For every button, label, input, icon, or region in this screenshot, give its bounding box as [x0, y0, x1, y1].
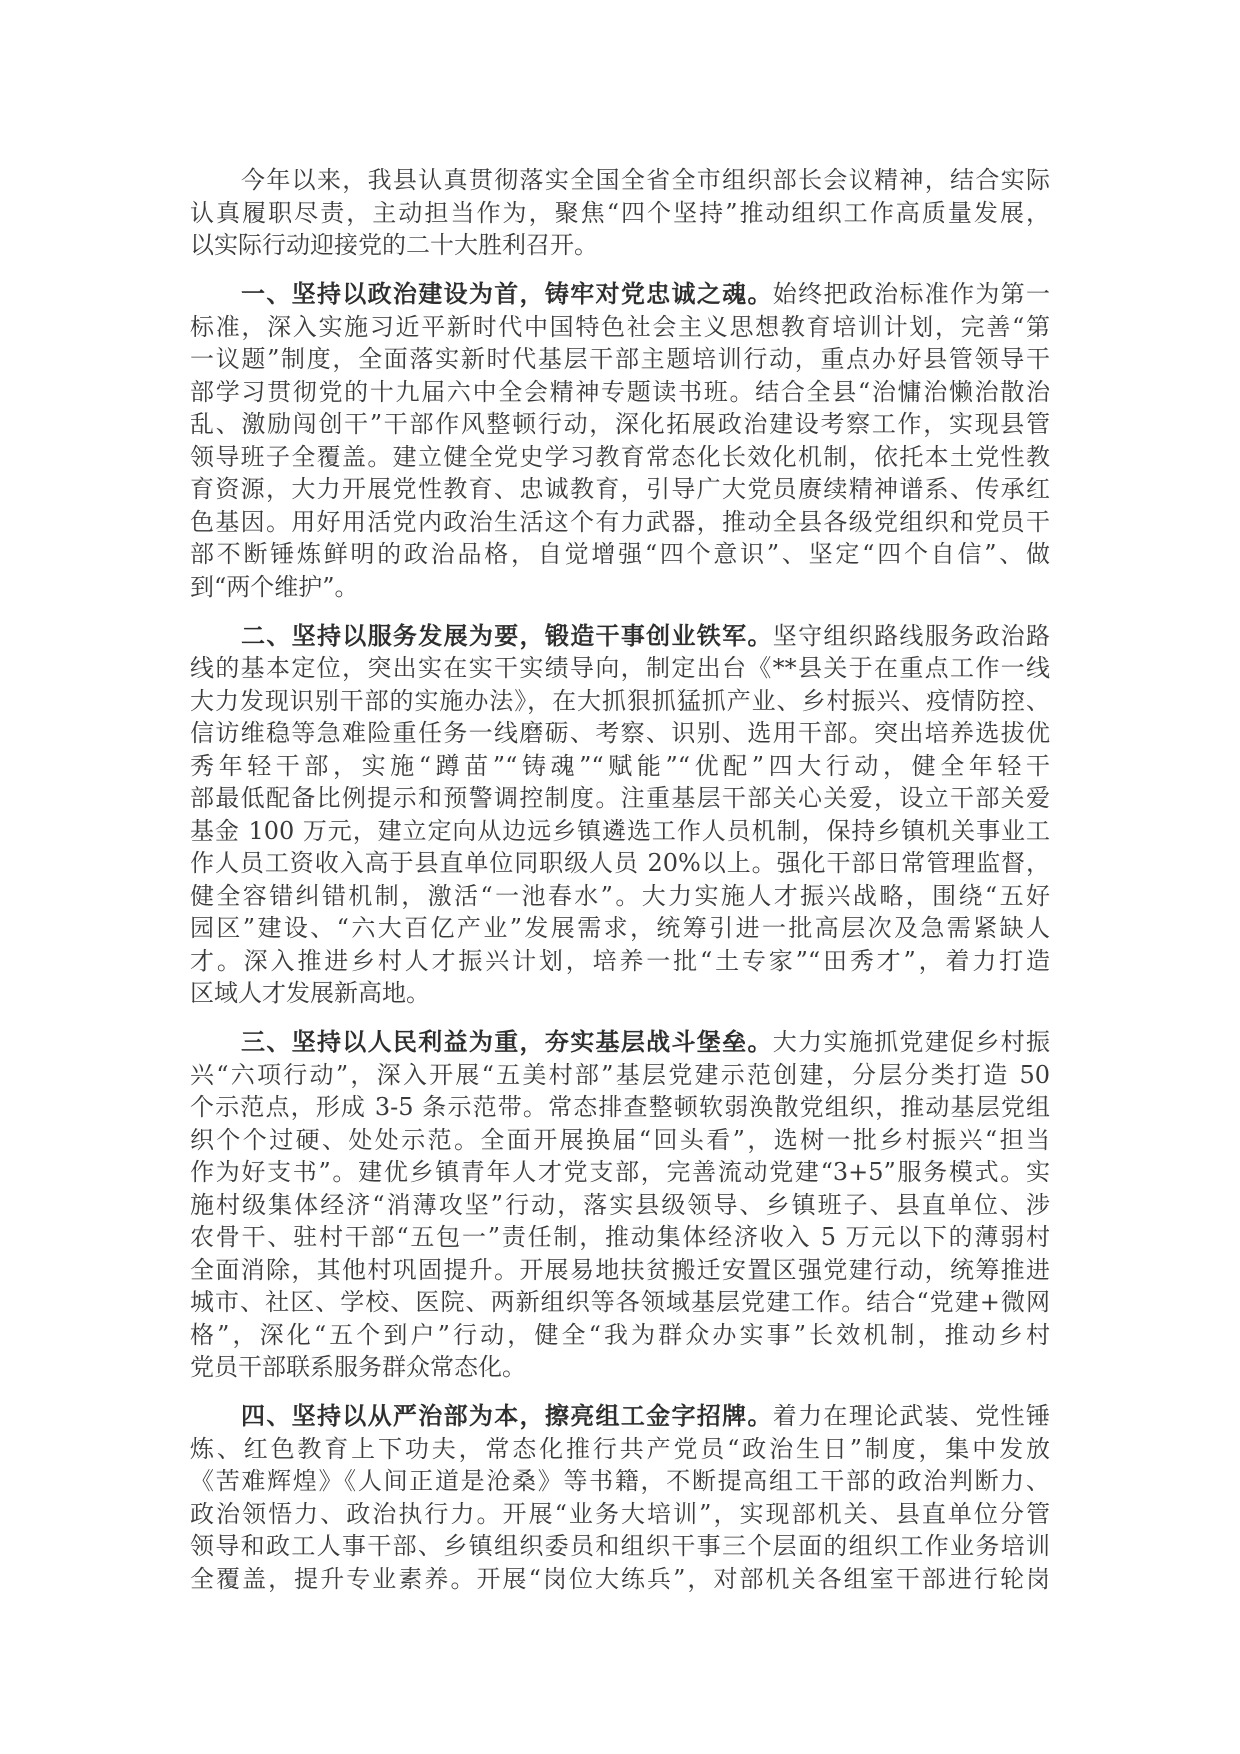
line-text: 信访维稳等急难险重任务一线磨砺、考察、识别、选用干部。突出培养选拔优 [190, 719, 1050, 747]
text-line [190, 1124, 1050, 1157]
line-text: 织个个过硬、处处示范。全面开展换届“回头看”，选树一批乡村振兴“担当 [190, 1125, 1050, 1154]
line-text: 园区”建设、“六大百亿产业”发展需求，统筹引进一批高层次及急需紧缺人 [190, 914, 1050, 942]
line-text: 格”，深化“五个到户”行动，健全“我为群众办实事”长效机制，推动乡村 [190, 1320, 1050, 1349]
line-text: 育资源，大力开展党性教育、忠诚教育，引导广大党员赓续精神谱系、传承红 [190, 475, 1050, 503]
text-line [190, 1433, 1050, 1466]
text-line [190, 571, 1050, 604]
line-text: 基金 100 万元，建立定向从边远乡镇遴选工作人员机制，保持乡镇机关事业工 [190, 816, 1050, 845]
section-paragraph [190, 1400, 1050, 1595]
text-line [190, 782, 1050, 815]
line-text: 一议题”制度，全面落实新时代基层干部主题培训行动，重点办好县管领导干 [190, 345, 1050, 373]
line-text: 农骨干、驻村干部“五包一”责任制，推动集体经济收入 5 万元以下的薄弱村 [190, 1223, 1050, 1251]
section-heading: 四、坚持以从严治部为本，擦亮组工金字招牌。 [241, 1401, 773, 1430]
text-line [190, 880, 1050, 913]
text-line [190, 912, 1050, 945]
text-line [190, 1286, 1050, 1319]
text-line [190, 506, 1050, 539]
line-text: 大力实施抓党建促乡村振 [772, 1028, 1051, 1056]
line-text: 认真履职尽责，主动担当作为，聚焦“四个坚持”推动组织工作高质量发展， [190, 198, 1050, 227]
text-line [190, 1254, 1050, 1287]
text-line [190, 847, 1050, 880]
text-line [190, 1319, 1050, 1352]
text-line [190, 1351, 1050, 1384]
text-line [190, 164, 1050, 197]
text-line [190, 278, 1050, 311]
line-text: 炼、红色教育上下功夫，常态化推行共产党员“政治生日”制度，集中发放 [190, 1434, 1050, 1463]
text-line [190, 1091, 1050, 1124]
text-line [190, 1400, 1050, 1433]
line-text: 《苦难辉煌》《人间正道是沧桑》等书籍，不断提高组工干部的政治判断力、 [190, 1467, 1050, 1495]
line-text: 城市、社区、学校、医院、两新组织等各领域基层党建工作。结合“党建+微网 [190, 1288, 1050, 1316]
line-text: 部不断锤炼鲜明的政治品格，自觉增强“四个意识”、坚定“四个自信”、做 [190, 540, 1050, 568]
text-line [190, 945, 1050, 978]
line-text: 秀年轻干部，实施“蹲苗”“铸魂”“赋能”“优配”四大行动，健全年轻干 [190, 751, 1050, 780]
text-line [190, 620, 1050, 653]
line-text: 区域人才发展新高地。 [190, 979, 430, 1007]
intro-paragraph [190, 164, 1050, 262]
section-heading: 三、坚持以人民利益为重，夯实基层战斗堡垒。 [241, 1027, 773, 1056]
text-line [190, 311, 1050, 344]
text-line [190, 538, 1050, 571]
text-line [190, 473, 1050, 506]
text-line [190, 815, 1050, 848]
text-line [190, 685, 1050, 718]
line-text: 才。深入推进乡村人才振兴计划，培养一批“土专家”“田秀才”，着力打造 [190, 946, 1050, 975]
line-text: 今年以来，我县认真贯彻落实全国全省全市组织部长会议精神，结合实际 [241, 166, 1050, 194]
text-line [190, 1498, 1050, 1531]
line-text: 部最低配备比例提示和预警调控制度。注重基层干部关心关爱，设立干部关爱 [190, 784, 1050, 812]
text-line [190, 229, 1050, 262]
line-text: 线的基本定位，突出实在实干实绩导向，制定出台《**县关于在重点工作一线 [190, 654, 1050, 682]
text-line [190, 441, 1050, 474]
text-line [190, 1530, 1050, 1563]
text-line [190, 1221, 1050, 1254]
text-line [190, 1189, 1050, 1222]
line-text: 坚守组织路线服务政治路 [772, 621, 1051, 650]
text-line [190, 1059, 1050, 1092]
line-text: 色基因。用好用活党内政治生活这个有力武器，推动全县各级党组织和党员干 [190, 507, 1050, 536]
line-text: 全面消除，其他村巩固提升。开展易地扶贫搬迁安置区强党建行动，统筹推进 [190, 1255, 1050, 1284]
line-text: 个示范点，形成 3-5 条示范带。常态排查整顿软弱涣散党组织，推动基层党组 [190, 1093, 1050, 1121]
line-text: 着力在理论武装、党性锤 [772, 1402, 1051, 1430]
text-line [190, 977, 1050, 1010]
text-line [190, 1465, 1050, 1498]
line-text: 到“两个维护”。 [190, 572, 359, 601]
section-heading: 二、坚持以服务发展为要，锻造干事创业铁军。 [241, 620, 773, 650]
line-text: 领导班子全覆盖。建立健全党史学习教育常态化长效化机制，依托本土党性教 [190, 442, 1050, 471]
text-line [190, 652, 1050, 685]
text-line [190, 717, 1050, 750]
line-text: 兴“六项行动”，深入开展“五美村部”基层党建示范创建，分层分类打造 50 [190, 1060, 1050, 1089]
line-text: 部学习贯彻党的十九届六中全会精神专题读书班。结合全县“治慵治懒治散治 [190, 377, 1050, 406]
section-heading: 一、坚持以政治建设为首，铸牢对党忠诚之魂。 [241, 279, 773, 308]
text-line [190, 197, 1050, 230]
line-text: 以实际行动迎接党的二十大胜利召开。 [190, 231, 598, 259]
text-line [190, 1156, 1050, 1189]
line-text: 作人员工资收入高于县直单位同职级人员 20%以上。强化干部日常管理监督， [190, 849, 1050, 877]
section-paragraph [190, 620, 1050, 1010]
section-paragraph [190, 278, 1050, 603]
text-line [190, 408, 1050, 441]
text-line [190, 343, 1050, 376]
line-text: 标准，深入实施习近平新时代中国特色社会主义思想教育培训计划，完善“第 [190, 312, 1050, 341]
line-text: 党员干部联系服务群众常态化。 [190, 1353, 526, 1381]
section-paragraph [190, 1026, 1050, 1384]
line-text: 全覆盖，提升专业素养。开展“岗位大练兵”，对部机关各组室干部进行轮岗 [190, 1564, 1050, 1593]
document-body [190, 164, 1050, 1612]
line-text: 健全容错纠错机制，激活“一池春水”。大力实施人才振兴战略，围绕“五好 [190, 881, 1050, 910]
line-text: 大力发现识别干部的实施办法》，在大抓狠抓猛抓产业、乡村振兴、疫情防控、 [190, 686, 1050, 715]
line-text: 领导和政工人事干部、乡镇组织委员和组织干事三个层面的组织工作业务培训 [190, 1532, 1050, 1560]
line-text: 作为好支书”。建优乡镇青年人才党支部，完善流动党建“3+5”服务模式。实 [190, 1158, 1050, 1186]
text-line [190, 1563, 1050, 1596]
text-line [190, 750, 1050, 783]
text-line [190, 1026, 1050, 1059]
line-text: 乱、激励闯创干”干部作风整顿行动，深化拓展政治建设考察工作，实现县管 [190, 410, 1050, 438]
line-text: 政治领悟力、政治执行力。开展“业务大培训”，实现部机关、县直单位分管 [190, 1499, 1050, 1528]
line-text: 施村级集体经济“消薄攻坚”行动，落实县级领导、乡镇班子、县直单位、涉 [190, 1190, 1050, 1219]
text-line [190, 376, 1050, 409]
line-text: 始终把政治标准作为第一 [772, 280, 1051, 308]
